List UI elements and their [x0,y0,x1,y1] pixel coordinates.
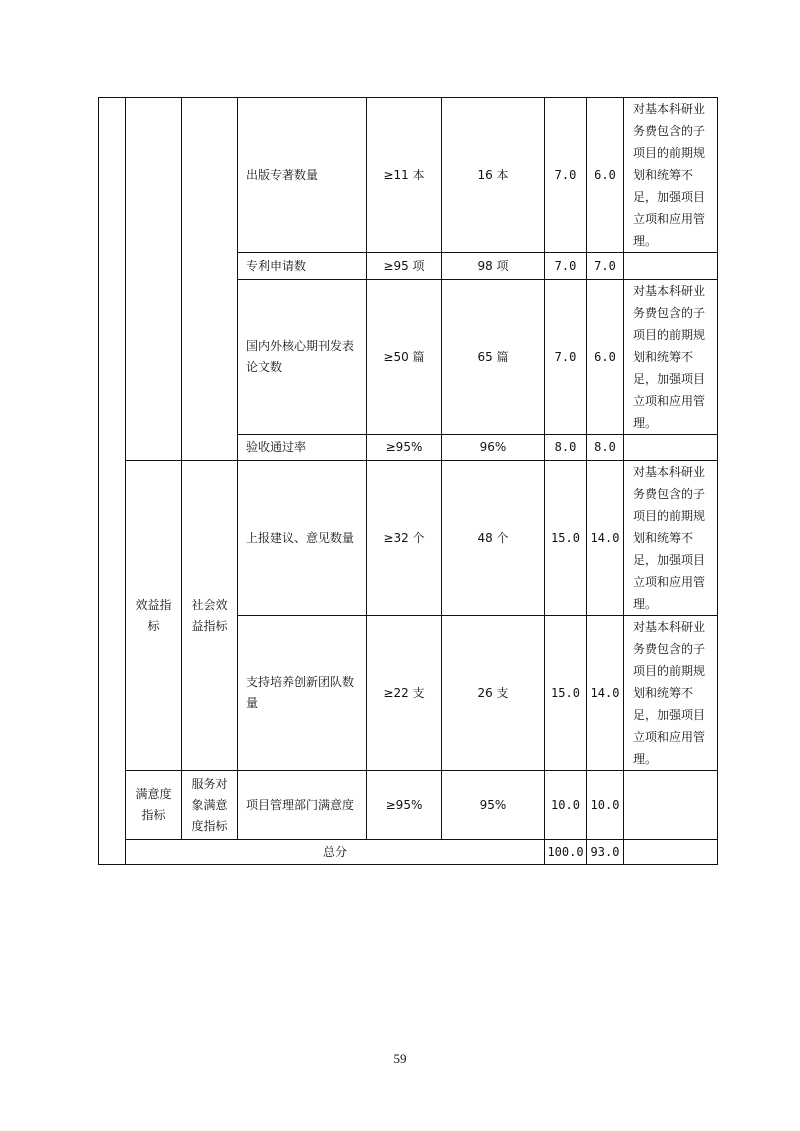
actual-cell: 48 个 [442,461,545,616]
weight-cell: 15.0 [545,461,587,616]
actual-cell: 65 篇 [442,280,545,435]
total-note [624,840,718,865]
satisfaction-level2-cell: 满意度指标 [126,771,182,840]
weight-cell: 8.0 [545,435,587,461]
note-cell: 对基本科研业务费包含的子项目的前期规划和统筹不足，加强项目立项和应用管理。 [624,98,718,253]
note-cell [624,253,718,280]
table-row [99,461,718,616]
actual-cell: 96% [442,435,545,461]
target-cell: ≥11 本 [367,98,442,253]
target-cell: ≥95 项 [367,253,442,280]
target-cell: ≥95% [367,435,442,461]
table-row [99,98,718,253]
indicator-cell: 项目管理部门满意度 [238,771,367,840]
weight-cell: 7.0 [545,253,587,280]
score-cell: 6.0 [587,98,624,253]
total-row [99,840,718,865]
target-cell: ≥95% [367,771,442,840]
weight-cell: 7.0 [545,98,587,253]
actual-cell: 26 支 [442,616,545,771]
target-cell: ≥50 篇 [367,280,442,435]
score-cell: 6.0 [587,280,624,435]
level1-cell [99,98,126,865]
satisfaction-level3-cell: 服务对象满意度指标 [182,771,238,840]
target-cell: ≥22 支 [367,616,442,771]
indicator-cell: 支持培养创新团队数量 [238,616,367,771]
target-cell: ≥32 个 [367,461,442,616]
page-number: 59 [393,1051,407,1066]
note-cell: 对基本科研业务费包含的子项目的前期规划和统筹不足，加强项目立项和应用管理。 [624,280,718,435]
note-cell [624,771,718,840]
level3-cell [182,98,238,461]
indicator-cell: 出版专著数量 [238,98,367,253]
total-weight: 100.0 [545,840,587,865]
indicator-cell: 上报建议、意见数量 [238,461,367,616]
indicator-cell: 验收通过率 [238,435,367,461]
score-cell: 10.0 [587,771,624,840]
benefit-level2-cell: 效益指标 [126,461,182,771]
actual-cell: 16 本 [442,98,545,253]
actual-cell: 95% [442,771,545,840]
level2-cell [126,98,182,461]
indicator-cell: 国内外核心期刊发表论文数 [238,280,367,435]
score-cell: 7.0 [587,253,624,280]
performance-table [98,97,718,865]
score-cell: 14.0 [587,461,624,616]
weight-cell: 15.0 [545,616,587,771]
indicator-cell: 专利申请数 [238,253,367,280]
score-cell: 14.0 [587,616,624,771]
weight-cell: 10.0 [545,771,587,840]
note-cell [624,435,718,461]
note-cell: 对基本科研业务费包含的子项目的前期规划和统筹不足，加强项目立项和应用管理。 [624,616,718,771]
score-cell: 8.0 [587,435,624,461]
table-row [99,771,718,840]
total-label: 总分 [126,840,545,865]
total-score: 93.0 [587,840,624,865]
benefit-level3-cell: 社会效益指标 [182,461,238,771]
weight-cell: 7.0 [545,280,587,435]
note-cell: 对基本科研业务费包含的子项目的前期规划和统筹不足，加强项目立项和应用管理。 [624,461,718,616]
actual-cell: 98 项 [442,253,545,280]
